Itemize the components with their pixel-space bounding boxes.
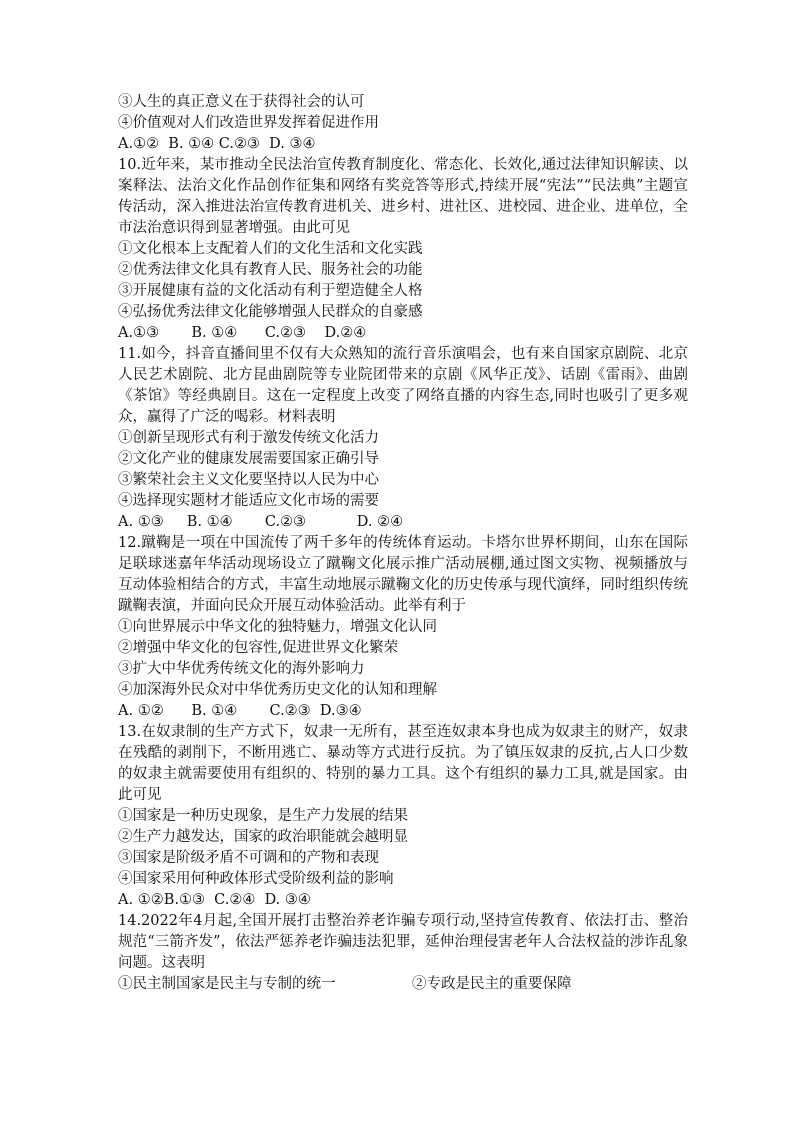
q10-option-2: ②优秀法律文化具有教育人民、服务社会的功能	[118, 262, 423, 278]
q9-option-3: ③人生的真正意义在于获得社会的认可	[118, 94, 365, 110]
q12-option-1: ①向世界展示中华文化的独特魅力，增强文化认同	[118, 619, 437, 635]
q11-option-4: ④选择现实题材才能适应文化市场的需要	[118, 493, 379, 509]
q14-option-1: ①民主制国家是民主与专制的统一	[118, 976, 336, 992]
q10-option-1: ①文化根本上支配着人们的文化生活和文化实践	[118, 241, 423, 257]
q9-option-4: ④价值观对人们改造世界发挥着促进作用	[118, 115, 379, 131]
q13-choices: A. ①②B.①③ C.②④ D. ③④	[118, 892, 311, 908]
q13-option-2: ②生产力越发达，国家的政治职能就会越明显	[118, 829, 408, 845]
q14-options-row	[118, 974, 688, 995]
q13-option-4: ④国家采用何种政体形式受阶级利益的影响	[118, 871, 394, 887]
q10-option-4: ④弘扬优秀法律文化能够增强人民群众的自豪感	[118, 304, 423, 320]
q12-option-2: ②增强中华文化的包容性,促进世界文化繁荣	[118, 640, 399, 656]
q13-option-3: ③国家是阶级矛盾不可调和的产物和表现	[118, 850, 379, 866]
q11-choices: A. ①③ B. ①④ C.②③ D. ②④	[118, 514, 404, 530]
q9-choices: A.①② B. ①④ C.②③ D. ③④	[118, 136, 316, 152]
q12-option-3: ③扩大中华优秀传统文化的海外影响力	[118, 661, 365, 677]
q10-choices: A.①③ B. ①④ C.②③ D.②④	[118, 325, 367, 341]
q11-option-1: ①创新呈现形式有利于激发传统文化活力	[118, 430, 379, 446]
q13-stem: 13.在奴隶制的生产方式下，奴隶一无所有，甚至连奴隶本身也成为奴隶主的财产，奴隶在残酷的剥削下，不断用逃亡、暴动等方式进行反抗。为了镇压奴隶的反抗,占人口少数的奴隶主就需要使用有组织的、特别的暴力工具。这个有组织的暴力工具,就是国家。由此可见	[118, 724, 688, 803]
q11-option-2: ②文化产业的健康发展需要国家正确引导	[118, 451, 379, 467]
q12-stem: 12.蹴鞠是一项在中国流传了两千多年的传统体育运动。卡塔尔世界杯期间，山东在国际足联球迷嘉年华活动现场设立了蹴鞠文化展示推广活动展棚,通过图文实物、视频播放与互动体验相结合的方式，丰富生动地展示蹴鞠文化的历史传承与现代演绎，同时组织传统蹴鞠表演，并面向民众开展互动体验活动。此举有利于	[118, 535, 688, 614]
q10-stem: 10.近年来，某市推动全民法治宣传教育制度化、常态化、长效化,通过法律知识解读、以案释法、法治文化作品创作征集和网络有奖竞答等形式,持续开展“宪法”“民法典”主题宣传活动，深入推进法治宣传教育进机关、进乡村、进社区、进校园、进企业、进单位，全市法治意识得到显著增强。由此可见	[118, 157, 688, 236]
q14-option-2: ②专政是民主的重要保障	[412, 976, 572, 992]
q10-option-3: ③开展健康有益的文化活动有利于塑造健全人格	[118, 283, 423, 299]
q13-option-1: ①国家是一种历史现象，是生产力发展的结果	[118, 808, 408, 824]
q12-option-4: ④加深海外民众对中华优秀历史文化的认知和理解	[118, 682, 437, 698]
q11-stem: 11.如今，抖音直播间里不仅有大众熟知的流行音乐演唱会，也有来自国家京剧院、北京人民艺术剧院、北方昆曲剧院等专业院团带来的京剧《风华正茂》、话剧《雷雨》、曲剧《茶馆》等经典剧目。这在一定程度上改变了网络直播的内容生态,同时也吸引了更多观众，赢得了广泛的喝彩。材料表明	[118, 346, 688, 425]
exam-page	[118, 92, 688, 995]
q14-stem: 14.2022年4月起,全国开展打击整治养老诈骗专项行动,坚持宣传教育、依法打击、整治规范“三箭齐发”，依法严惩养老诈骗违法犯罪，延伸治理侵害老年人合法权益的涉诈乱象问题。这表明	[118, 913, 688, 971]
q11-option-3: ③繁荣社会主义文化要坚持以人民为中心	[118, 472, 379, 488]
q12-choices: A. ①② B. ①④ C.②③ D.③④	[118, 703, 362, 719]
